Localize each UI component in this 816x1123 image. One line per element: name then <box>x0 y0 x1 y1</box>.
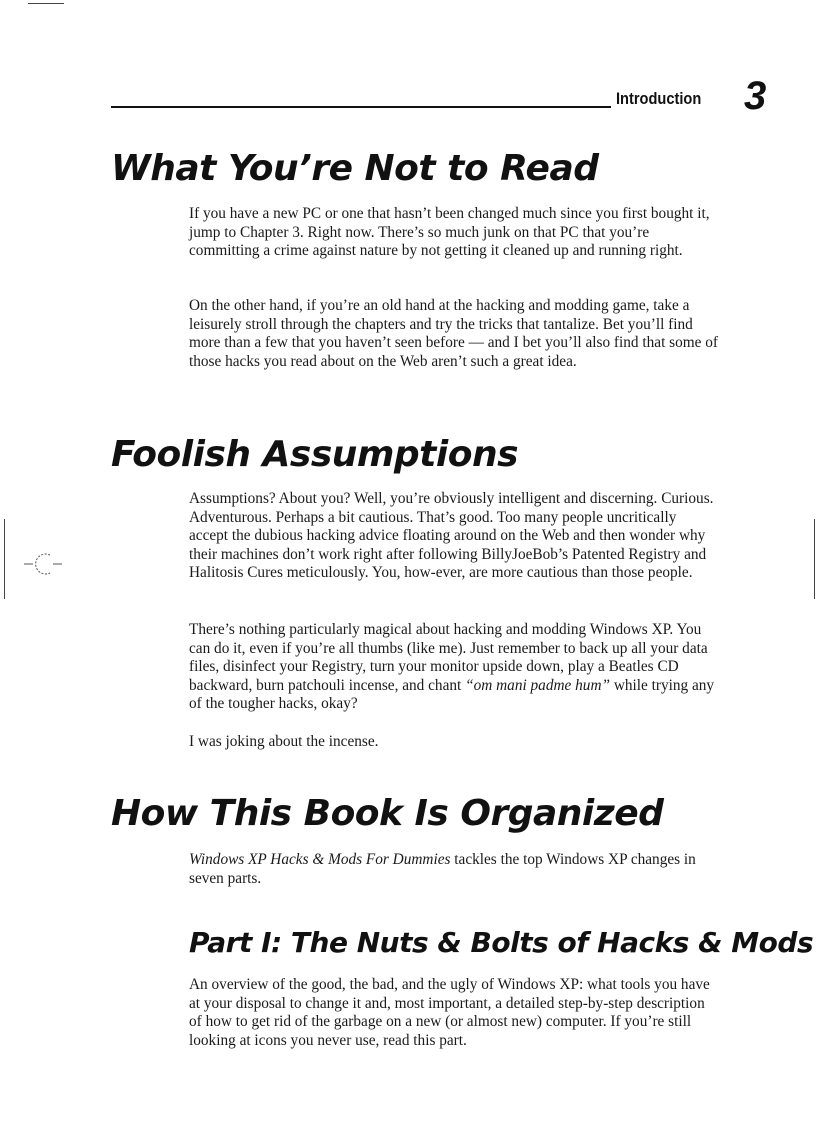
paragraph: An overview of the good, the bad, and the ugly of Windows XP: what tools you have at your disposal to change it and, most important, a detailed step-by-step description of how to get rid of the garbage on a new (or almost new) computer. If you’re still looking at icons you never use, read this part. <box>189 976 710 1049</box>
section-heading: Foolish Assumptions <box>111 434 518 475</box>
text-run: There’s nothing particularly magical about hacking and modding Windows XP. You can do it, even if you’re all thumbs (like me). Just remember to back up all your data files, disinfect your Registry, turn your monitor upside down, play a Beatles CD backward, burn patchouli incense, and chant <box>189 621 708 694</box>
crop-mark-top <box>28 3 64 4</box>
crop-mark-left <box>4 519 5 599</box>
paragraph: If you have a new PC or one that hasn’t been changed much since you first bought it, jump to Chapter 3. Right now. There’s so much junk on that PC that you’re committing a crime against nature by not getting it cleaned up and running right. <box>189 205 710 259</box>
text-run: while trying any of the tougher hacks, okay? <box>189 676 715 712</box>
paragraph <box>189 851 719 888</box>
paragraph: Assumptions? About you? Well, you’re obviously intelligent and discerning. Curious. Adventurous. Perhaps a bit cautious. That’s good. Too many people uncritically accept the dubious hacking advice floating around on the Web and then wonder why their machines don’t work right after following BillyJoeBob’s Patented Registry and Halitosis Cures meticulously. You, how-ever, are more cautious than those people. <box>189 490 714 581</box>
book-title-text: Windows XP Hacks & Mods For Dummies <box>189 851 451 868</box>
section-heading: How This Book Is Organized <box>111 793 664 834</box>
page-number: 3 <box>744 74 767 118</box>
text-run: tackles the top Windows XP changes in seven parts. <box>189 851 696 887</box>
section-heading: What You’re Not to Read <box>111 148 599 189</box>
emphasis-text: “om mani padme hum” <box>465 676 610 694</box>
running-header-title: Introduction <box>616 89 702 108</box>
paragraph: On the other hand, if you’re an old hand at the hacking and modding game, take a leisurely stroll through the chapters and try the tricks that tantalize. Bet you’ll find more than a few that you haven’t seen before — and I bet you’ll also find that some of those hacks you read about on the Web aren’t such a great idea. <box>189 297 718 370</box>
crop-mark-right <box>814 519 815 599</box>
registration-mark-icon <box>24 550 64 578</box>
paragraph: I was joking about the incense. <box>189 733 379 750</box>
subsection-heading: Part I: The Nuts & Bolts of Hacks & Mods <box>189 926 814 959</box>
running-header-rule <box>111 106 611 108</box>
paragraph <box>189 621 719 714</box>
